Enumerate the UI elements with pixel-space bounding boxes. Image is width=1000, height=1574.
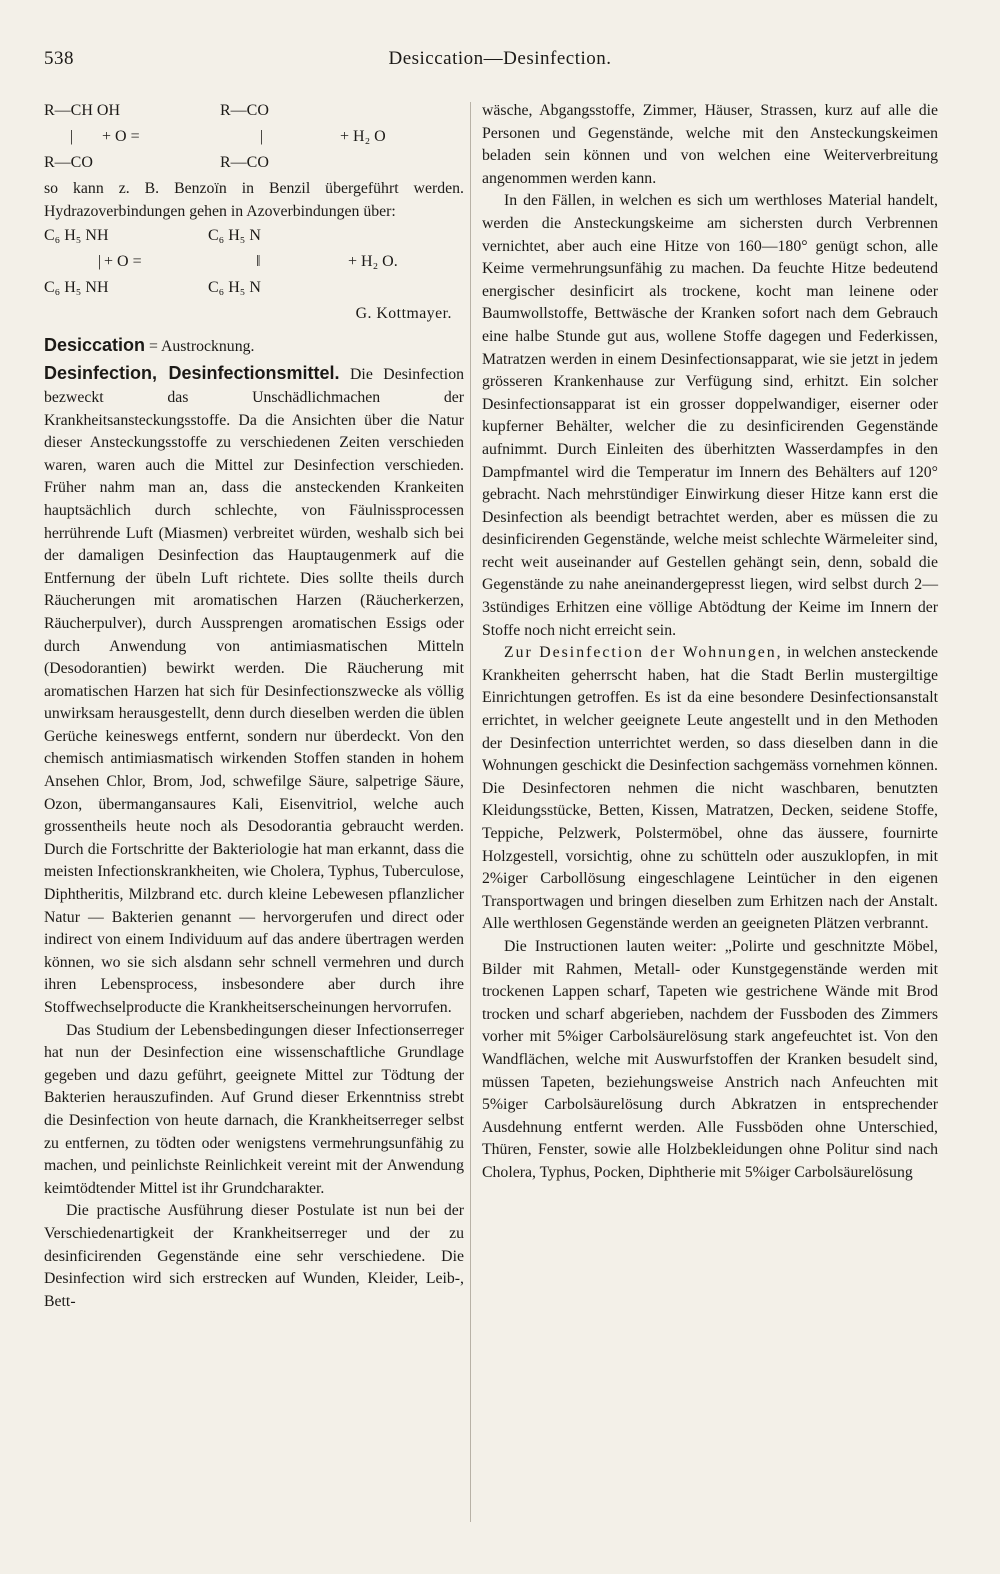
paragraph-practice: Die practische Ausführung dieser Postulate ist nun bei der Verschiedenartigkeit der Krankheitserreger und der zu desinficirenden Gegenstände eine sehr verschiedene. Die Desinfection wird sich erstrecken auf Wunden, Kleider, Leib-, Bett- xyxy=(44,1202,464,1310)
formula-oxidation-row-3: R—CO R—CO xyxy=(44,154,269,171)
paragraph-text: Die Desinfection bezweckt das Unschädlichmachen der Krankheitsansteckungsstoffe. Da die Ansichten über die Natur dieser Ansteckungsstoffe zu verschiedenen Zeiten verschieden waren, waren auch die Mittel zur Desinfection verschieden. Früher nahm man an, dass die ansteckenden Krankeiten hauptsächlich durch schlechte, von Fäulnissprocessen herrührende Luft (Miasmen) verbreitet würden, weshalb sich bei der damaligen Desinfection das Hauptaugenmerk auf die Entfernung der übeln Luft richtete. Dies sollte theils durch Räucherungen mit aromatischen Harzen (Räucherkerzen, Räucherpulver), durch Aussprengen aromatischen Essigs oder durch Anwendung von antimiasmatischen Mitteln (Desodorantien) bewirkt werden. Die Räucherung mit aromatischen Harzen hat sich für Desinfectionszwecke als völlig unwirksam herausgestellt, denn durch dieselben werden die üblen Gerüche keineswegs entfernt, sondern nur überdeckt. Von den chemisch antimiasmatisch wirkenden Stoffen standen in hohem Ansehen Chlor, Brom, Jod, schwefilge Säure, salpetrige Säure, Ozon, übermangansaures Kali, Eisenvitriol, welche auch grossentheils heute noch als Desodorantia gebraucht werden. Durch die Fortschritte der Bakteriologie hat man erkannt, dass die meisten Infectionskrankheiten, wie Cholera, Typhus, Tuberculose, Diphtheritis, Milzbrand etc. durch kleine Lebewesen pflanzlicher Natur — Bakterien genannt — hervorgerufen und direct oder indirect von einem Individuum auf das andere übertragen werden können, wo sie sich alsdann sehr schnell vermehren und durch ihren Lebensprocess, insbesondere aber durch ihre Stoffwechselproducte die Krankheitserscheinungen hervorrufen. xyxy=(44,366,464,1016)
formula-oxidation-row-2: | + O = | + H₂ O xyxy=(70,128,386,145)
paragraph-study: Das Studium der Lebensbedingungen dieser Infectionserreger hat nun der Desinfection eine wissenschaftliche Grundlage gegeben und dazu geführt, geeignete Mittel zur Tödtung der Bakterien herauszufinden. Auf Grund dieser Erkenntniss strebt die Desinfection von heute darnach, die Krankheitserreger selbst zu entfernen, zu tödten oder wenigstens vermehrungsunfähig zu machen, und peinlichste Reinlichkeit vereint mit der Anwendung keimtödtender Mittel ist ihr Grundcharakter. xyxy=(44,1021,464,1197)
formula-hydrazo-row-1: C₆ H₅ NH C₆ H₅ N xyxy=(44,227,261,245)
entry-heading-desiccation: Desiccation xyxy=(44,334,146,355)
entry-heading-desinfection: Desinfection, Desinfectionsmittel. xyxy=(44,363,340,384)
left-column xyxy=(44,100,464,1313)
page-header-title: Desiccation—Desinfection. xyxy=(388,48,612,69)
paragraph-instructions: Die Instructionen lauten weiter: „Polirte und geschnitzte Möbel, Bilder mit Rahmen, Metall- oder Kunstgegenstände werden mit trockenen Lappen scharf, Tapeten wie gestrichene Wände mit Brod trocken und scharf abgerieben, nachdem der Fussboden des Zimmers vorher mit 5%iger Carbolsäurelösung stark angefeuchtet ist. Von den Wandflächen, welche mit Auswurfstoffen der Kranken besudelt sind, müssen Tapeten, beziehungsweise Anstrich nach Anfeuchten mit 5%iger Carbolsäurelösung durch Abkratzen in entsprechender Ausdehnung entfernt werden. Alle Fussböden ohne Unterschied, Thüren, Fenster, sowie alle Holzbekleidungen ohne Politur sind nach Cholera, Typhus, Pocken, Diphtherie mit 5%iger Carbolsäurelösung xyxy=(482,937,938,1181)
column-divider xyxy=(470,102,471,1522)
formula-oxidation-row-1: R—CH OH R—CO xyxy=(44,102,269,119)
formula-hydrazo-row-2: | + O = ‖ + H₂ O. xyxy=(98,253,398,271)
entry-desinfection xyxy=(44,362,464,1019)
paragraph-benzoin: so kann z. B. Benzoïn in Benzil übergeführt werden. Hydrazoverbindungen gehen in Azoverbindungen über: xyxy=(44,180,464,220)
paragraph-heat: In den Fällen, in welchen es sich um werthloses Material handelt, werden die Ansteckungskeime am sichersten durch Verbrennen vernichtet, aber auch eine Hitze von 160—180° genügt schon, alle Keime vermehrungsunfähig zu machen. Da feuchte Hitze bedeutend energischer desinficirt als trockene, kocht man leinene oder Baumwollstoffe, Bettwäsche der Kranken sofort nach dem Gebrauch eine halbe Stunde gut aus, wollene Stoffe dagegen und Federkissen, Matratzen werden in einem Desinfectionsapparat, wie sie jetzt in jedem grösseren Krankenhause zur Verfügung sind, erhitzt. Ein solcher Desinfectionsapparat ist ein grosser doppelwandiger, eiserner oder kupferner Behälter, welcher die zu desinficirenden Gegenstände aufnimmt. Durch Einleiten des überhitzten Wasserdampfes in den Dampfmantel wird die Temperatur im Innern des Behälters auf 120° gebracht. Nach mehrstündiger Einwirkung dieser Hitze kann erst die Desinfection als beendigt betrachtet werden, aber es müssen die zu desinficirenden Gegenstände, welche meist schlechte Wärmeleiter sind, recht weit auseinander auf Gestellen gehängt sein, denn, sobald die Gegenstände zu nahe aneinandergepresst liegen, wird selbst durch 2—3stündiges Erhitzen eine völlige Abtödtung der Keime im Innern der Stoffe noch nicht erreicht sein. xyxy=(482,192,938,639)
formula-hydrazo-row-3: C₆ H₅ NH C₆ H₅ N xyxy=(44,279,261,297)
running-head xyxy=(44,48,956,76)
paragraph-lead-spaced: Zur Desinfection der Wohnungen, xyxy=(504,644,783,662)
paragraph-continuation: wäsche, Abgangsstoffe, Zimmer, Häuser, Strassen, kurz auf alle die Personen und Gegenstände, welche mit den Ansteckungskeimen beladen sein können und von welchen eine Weiterverbreitung angenommen werden kann. xyxy=(482,102,938,187)
page-number: 538 xyxy=(44,48,74,69)
right-column xyxy=(482,100,938,1185)
author-signature: G. Kottmayer. xyxy=(355,305,452,323)
entry-desiccation: Desiccation = Austrocknung. xyxy=(44,334,255,355)
paragraph-dwellings: Zur Desinfection der Wohnungen, in welchen ansteckende Krankheiten geherrscht haben, hat die Stadt Berlin mustergiltige Einrichtungen getroffen. Es ist da eine besondere Desinfectionsanstalt errichtet, in welcher geeignete Leute angestellt und in den Methoden der Desinfection unterrichtet werden, so dass dieselben dann in die Wohnungen geschickt die Desinfection sachgemäss vornehmen können. Die Desinfectoren nehmen die nicht waschbaren, benutzten Kleidungsstücke, Betten, Kissen, Matratzen, Decken, seidene Stoffe, Teppiche, Pelzwerk, Polstermöbel, ohne das äussere, fournirte Holzgestell, vorsichtig, ohne zu schütteln oder auszuklopfen, in mit 2%iger Carbollösung eingeschlagene Leintücher in den eigenen Transportwagen und bringen dieselben zum Erhitzen nach der Anstalt. Alle werthlosen Gegenstände werden an geeigneten Plätzen verbrannt. xyxy=(482,644,938,933)
